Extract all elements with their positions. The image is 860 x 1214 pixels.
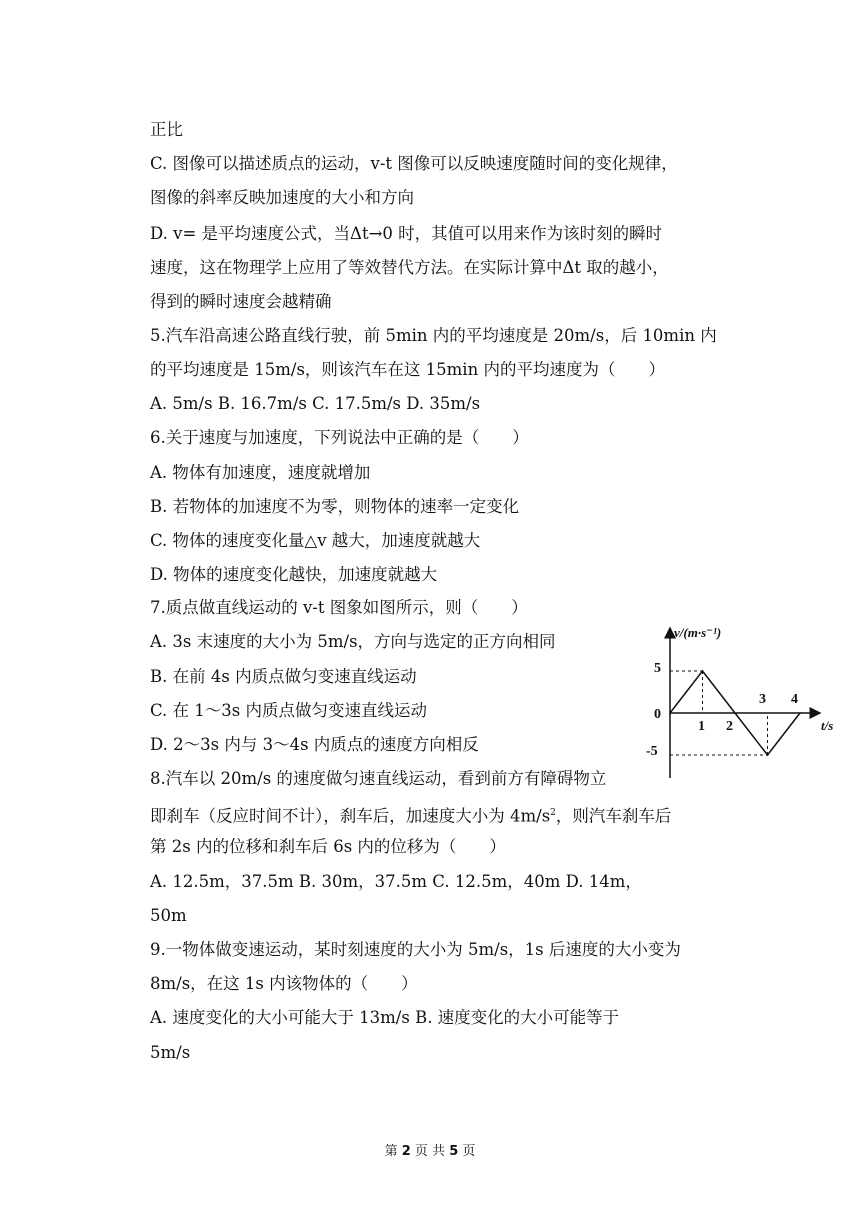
- text-line: 得到的瞬时速度会越精确: [150, 292, 332, 311]
- text-line: 5m/s: [150, 1043, 191, 1062]
- data-point: [702, 670, 704, 672]
- x-tick-label: 3: [759, 692, 766, 707]
- question-6-line: 6.关于速度与加速度，下列说法中正确的是（ ）: [150, 428, 529, 447]
- x-axis-label: t/s: [821, 718, 834, 733]
- x-tick-label: 2: [726, 719, 733, 734]
- superscript: 2: [550, 808, 556, 818]
- text-line: 的平均速度是 15m/s，则该汽车在这 15min 内的平均速度为（ ）: [150, 360, 665, 379]
- x-tick-label: 1: [698, 719, 705, 734]
- question-7-line: 7.质点做直线运动的 v-t 图象如图所示，则（ ）: [150, 598, 528, 617]
- text-segment: 即刹车（反应时间不计），刹车后，加速度大小为 4m/s: [150, 806, 551, 826]
- x-tick-label: 4: [791, 692, 798, 707]
- text-line: 速度，这在物理学上应用了等效替代方法。在实际计算中Δt 取的越小，: [150, 258, 669, 277]
- text-line: 第 2s 内的位移和刹车后 6s 内的位移为（ ）: [150, 837, 506, 856]
- page-number: 2: [401, 1144, 411, 1159]
- data-point: [799, 712, 801, 714]
- text-line: C. 图像可以描述质点的运动，v-t 图像可以反映速度随时间的变化规律，: [150, 154, 678, 173]
- text-line: 图像的斜率反映加速度的大小和方向: [150, 188, 414, 207]
- option-d: D. 2～3s 内与 3～4s 内质点的速度方向相反: [150, 735, 479, 754]
- text-line: 正比: [150, 120, 183, 139]
- option-b: B. 若物体的加速度不为零，则物体的速率一定变化: [150, 497, 520, 516]
- text-line: D. v= 是平均速度公式，当Δt→0 时，其值可以用来作为该时刻的瞬时: [150, 224, 663, 243]
- options-line: A. 12.5m，37.5m B. 30m，37.5m C. 12.5m，40m D. 14m，: [150, 872, 642, 891]
- vt-graph: [640, 620, 845, 785]
- footer-suffix: 页: [462, 1144, 476, 1159]
- data-point: [734, 712, 736, 714]
- question-8-line: 8.汽车以 20m/s 的速度做匀速直线运动，看到前方有障碍物立: [150, 769, 607, 788]
- option-d: D. 物体的速度变化越快，加速度就越大: [150, 565, 438, 584]
- y-tick-label: -5: [646, 744, 658, 759]
- footer-mid: 页 共: [414, 1144, 446, 1159]
- text-line: 8m/s，在这 1s 内该物体的（ ）: [150, 974, 418, 993]
- options-line: A. 速度变化的大小可能大于 13m/s B. 速度变化的大小可能等于: [150, 1008, 620, 1027]
- option-c: C. 物体的速度变化量△v 越大，加速度就越大: [150, 531, 481, 550]
- origin-label: 0: [654, 707, 661, 722]
- footer-prefix: 第: [384, 1144, 398, 1159]
- question-9-line: 9.一物体做变速运动，某时刻速度的大小为 5m/s，1s 后速度的大小变为: [150, 940, 681, 959]
- page-footer: [0, 1140, 860, 1159]
- question-5-line: 5.汽车沿高速公路直线行驶，前 5min 内的平均速度是 20m/s，后 10min 内: [150, 326, 717, 345]
- total-pages: 5: [449, 1144, 459, 1159]
- options-line: A. 5m/s B. 16.7m/s C. 17.5m/s D. 35m/s: [150, 394, 481, 413]
- y-tick-label: 5: [654, 661, 661, 676]
- option-b: B. 在前 4s 内质点做匀变速直线运动: [150, 667, 417, 686]
- text-line: [150, 803, 671, 827]
- data-point: [767, 754, 769, 756]
- option-a: A. 3s 末速度的大小为 5m/s，方向与选定的正方向相同: [150, 632, 556, 651]
- text-line: 50m: [150, 906, 187, 925]
- option-a: A. 物体有加速度，速度就增加: [150, 463, 371, 482]
- data-point: [669, 712, 671, 714]
- text-segment: ，则汽车刹车后: [555, 806, 672, 826]
- option-c: C. 在 1～3s 内质点做匀变速直线运动: [150, 701, 427, 720]
- y-axis-label: v/(m·s⁻¹): [674, 625, 722, 640]
